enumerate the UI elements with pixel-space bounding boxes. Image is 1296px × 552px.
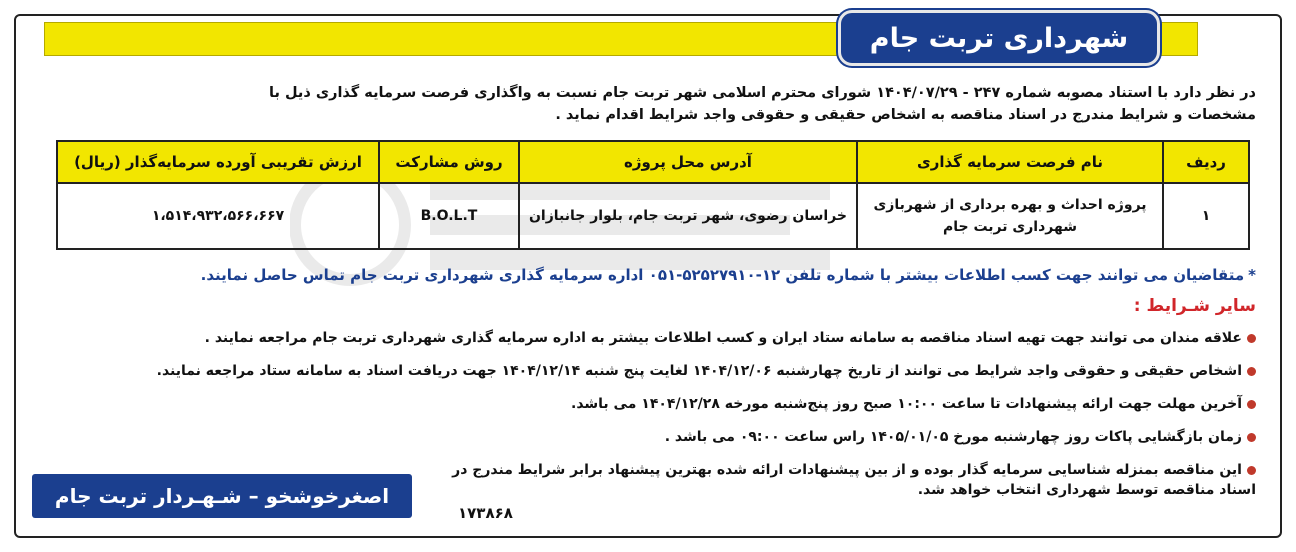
bullet-icon: [1247, 433, 1256, 442]
header-opportunity: نام فرصت سرمایه گذاری: [857, 141, 1163, 183]
cell-method: B.O.L.T: [379, 183, 519, 249]
bullet-icon: [1247, 400, 1256, 409]
header-address: آدرس محل پروژه: [519, 141, 857, 183]
opportunity-table: [56, 140, 1250, 250]
header-method: روش مشارکت: [379, 141, 519, 183]
intro-line-1: در نظر دارد با استناد مصوبه شماره ۲۴۷ - ۱۴۰۴/۰۷/۲۹ شورای محترم اسلامی شهر تربت جام نسبت به واگذاری فرصت سرمایه گذاری ذیل با: [269, 85, 1256, 101]
ad-code: ۱۷۳۸۶۸: [458, 504, 513, 522]
table-row: [57, 183, 1249, 249]
list-item: [36, 361, 1256, 381]
conditions-title: سایر شـرایط :: [1133, 296, 1256, 316]
list-item: [36, 328, 1256, 348]
cell-row-no: ۱: [1163, 183, 1249, 249]
bullet-icon: [1247, 367, 1256, 376]
list-item: [436, 460, 1256, 500]
contact-text: متقاضیان می توانند جهت کسب اطلاعات بیشتر با شماره تلفن ۱۲-۵۲۵۲۷۹۱۰-۰۵۱ اداره سرمایه گذاری شهرداری تربت جام تماس حاصل نمایند.: [200, 266, 1245, 284]
contact-line: [26, 266, 1256, 284]
intro-line-2: مشخصات و شرایط مندرج در اسناد مناقصه به اشخاص حقیقی و حقوقی واجد شرایط اقدام نماید .: [555, 107, 1256, 123]
page-title: شهرداری تربت جام: [838, 10, 1160, 66]
condition-text: اشخاص حقیقی و حقوقی واجد شرایط می توانند از تاریخ چهارشنبه ۱۴۰۴/۱۲/۰۶ لغایت پنج شنبه ۱۴۰۴/۱۲/۱۴ جهت دریافت اسناد به سامانه ستاد مراجعه نمایند.: [156, 363, 1242, 379]
signature-box: اصغرخوشخو – شـهـردار تربت جام: [32, 474, 412, 518]
table-header-row: [57, 141, 1249, 183]
condition-text: آخرین مهلت جهت ارائه پیشنهادات تا ساعت ۱۰:۰۰ صبح روز پنج‌شنبه مورخه ۱۴۰۴/۱۲/۲۸ می باشد.: [571, 396, 1242, 412]
cell-value: ۱،۵۱۴،۹۳۲،۵۶۶،۶۶۷: [57, 183, 379, 249]
bullet-icon: [1247, 466, 1256, 475]
condition-text: زمان بازگشایی پاکات روز چهارشنبه مورخ ۱۴۰۵/۰۱/۰۵ راس ساعت ۰۹:۰۰ می باشد .: [664, 429, 1242, 445]
header-row-no: ردیف: [1163, 141, 1249, 183]
cell-opportunity: پروژه احداث و بهره برداری از شهربازی شهرداری تربت جام: [857, 183, 1163, 249]
list-item: [36, 427, 1256, 447]
intro-paragraph: [32, 82, 1256, 126]
cell-address: خراسان رضوی، شهر تربت جام، بلوار جانبازان: [519, 183, 857, 249]
star-icon: *: [1248, 266, 1256, 284]
list-item: [36, 394, 1256, 414]
condition-text: این مناقصه بمنزله شناسایی سرمایه گذار بوده و از بین پیشنهادات ارائه شده بهترین پیشنهاد برابر شرایط مندرج در اسناد مناقصه توسط شهرداری انتخاب خواهد شد.: [452, 462, 1256, 498]
header-value: ارزش تقریبی آورده سرمایه‌گذار (ریال): [57, 141, 379, 183]
condition-text: علاقه مندان می توانند جهت تهیه اسناد مناقصه به سامانه ستاد ایران و کسب اطلاعات بیشتر به اداره سرمایه گذاری شهرداری تربت جام مراجعه نمایند .: [204, 330, 1242, 346]
bullet-icon: [1247, 334, 1256, 343]
